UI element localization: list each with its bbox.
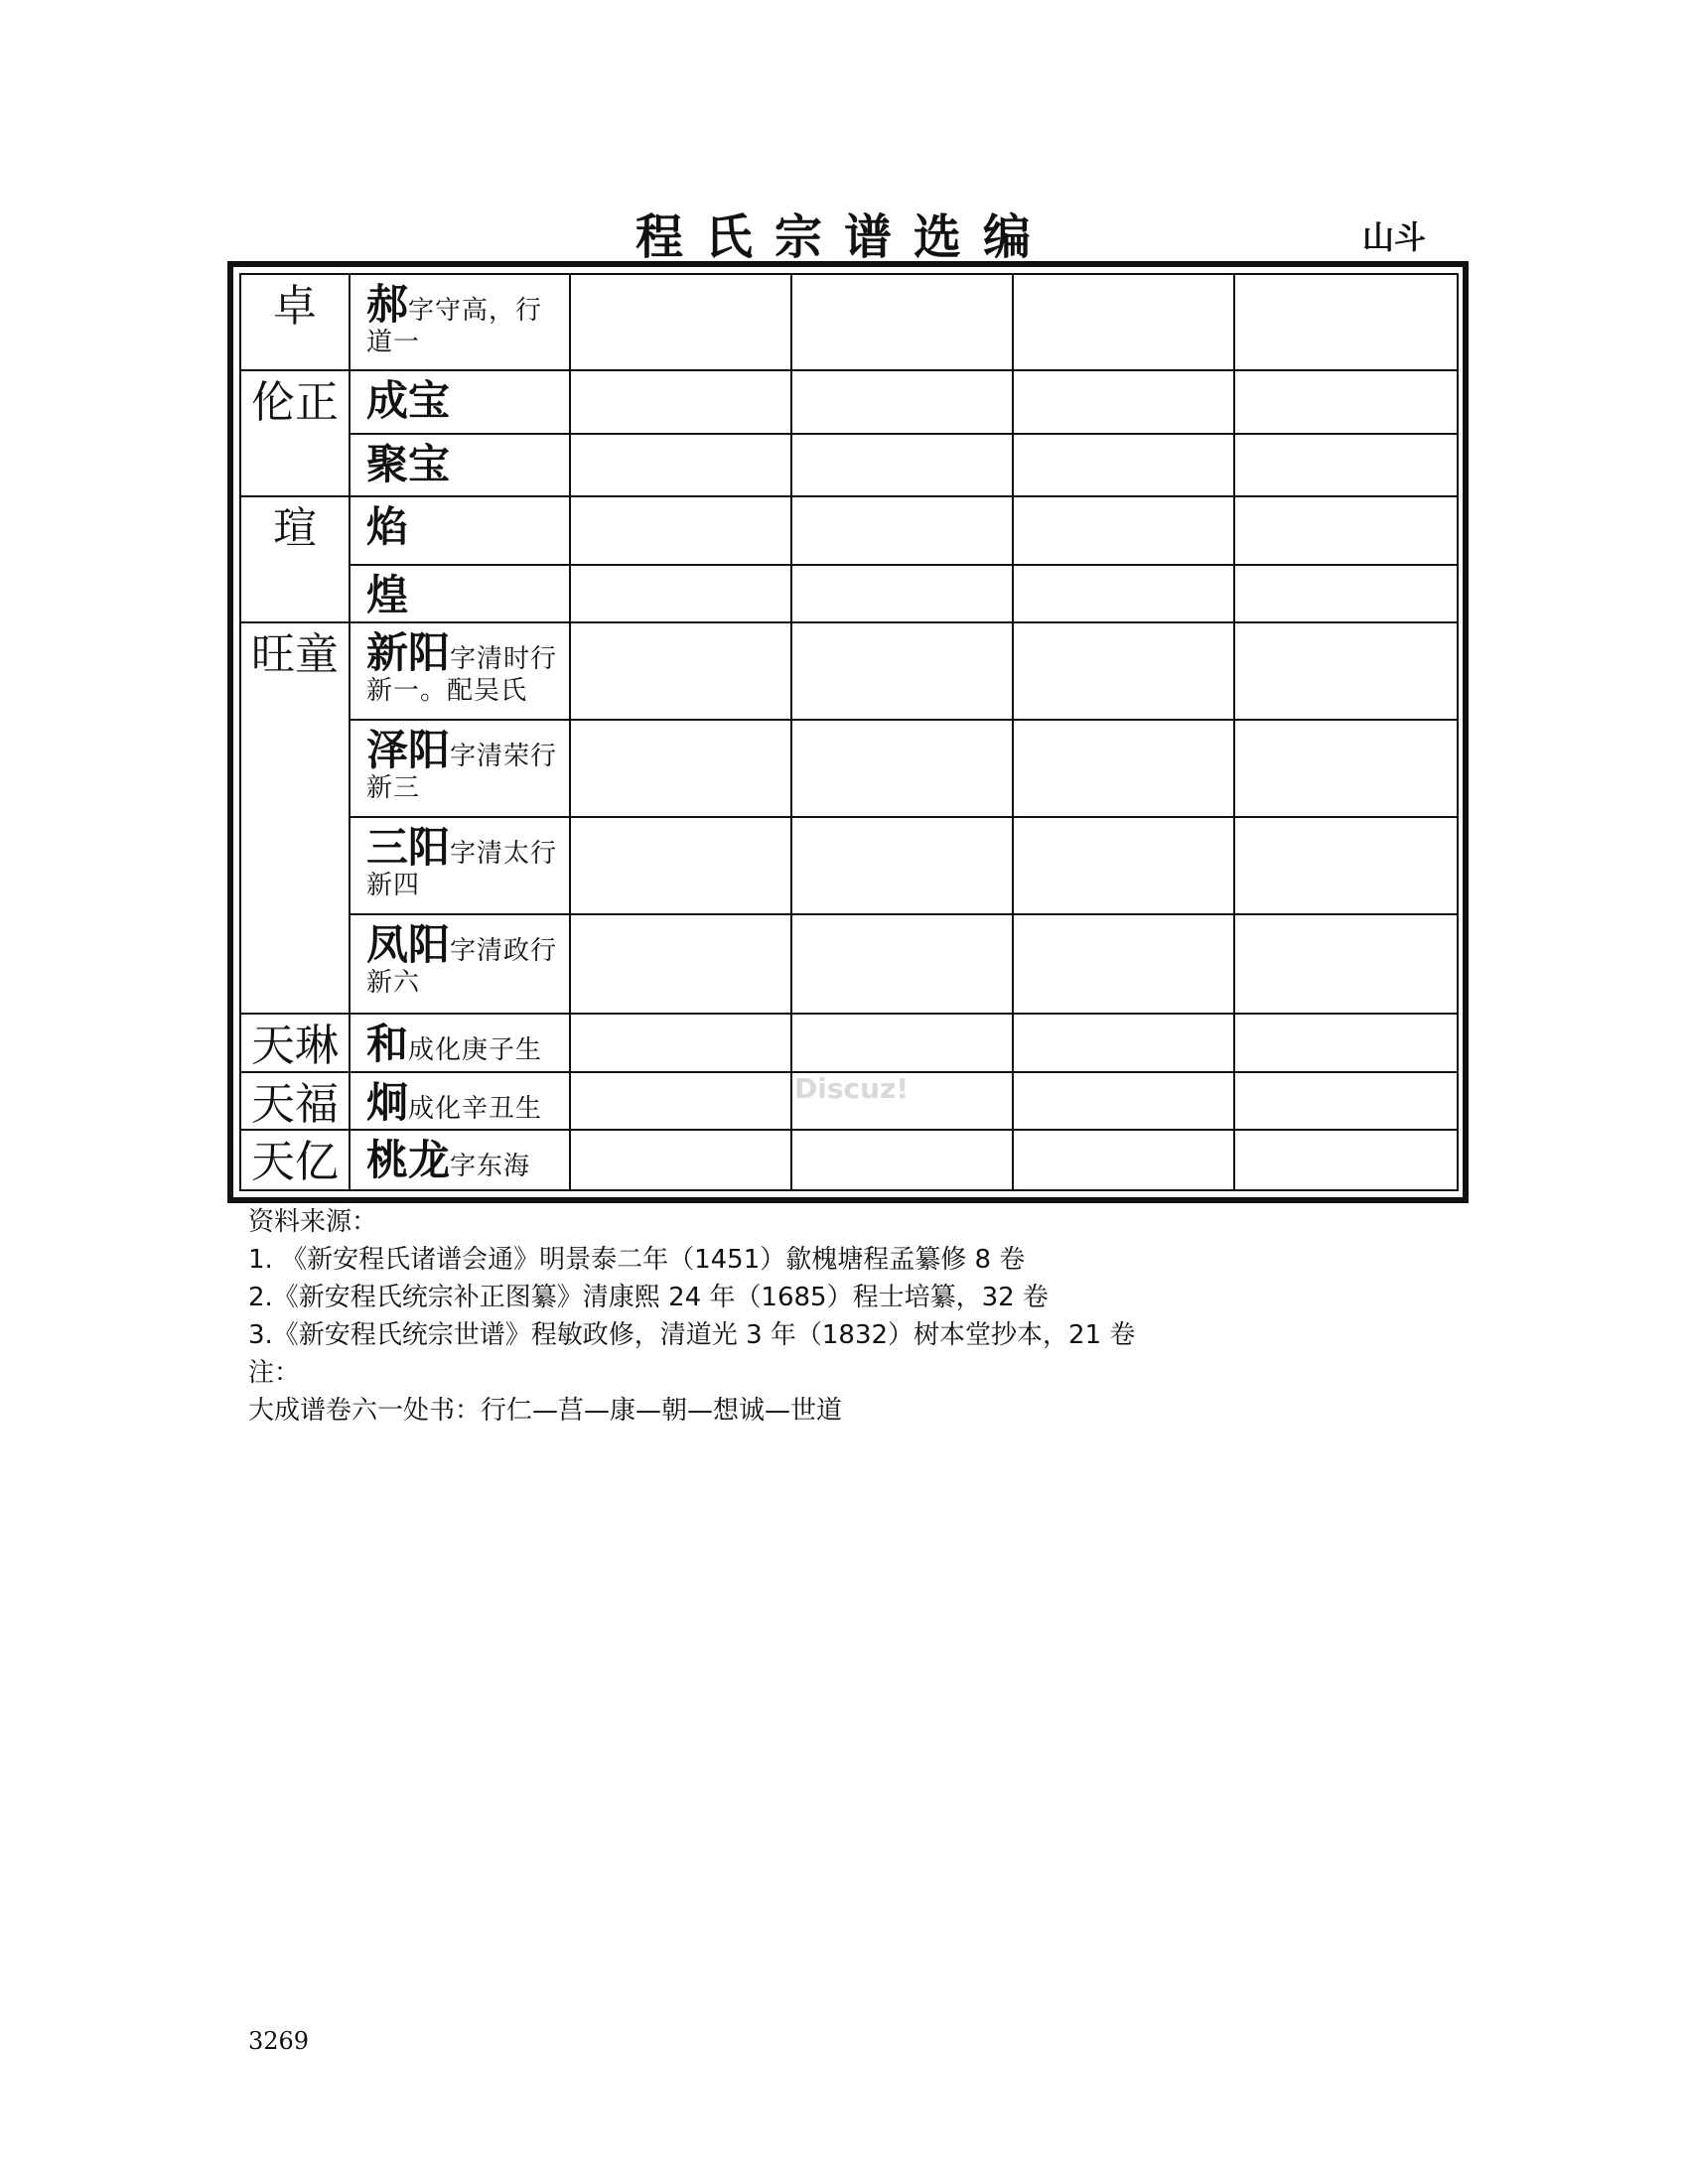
child-note: 成化庚子生 [408,1035,543,1066]
child-name: 炯 [366,1077,409,1127]
table-row [240,496,1458,565]
page-number: 3269 [248,2027,310,2055]
empty-cell [570,370,791,435]
empty-cell [791,370,1013,435]
empty-cell [791,496,1013,565]
empty-cell [570,565,791,623]
empty-cell [1234,720,1458,817]
empty-cell [1234,274,1458,370]
child-cell [350,274,570,370]
table-row [240,434,1458,496]
empty-cell [1013,720,1234,817]
source-item: 2.《新安程氏统宗补正图纂》清康熙 24 年（1685）程士培纂，32 卷 [248,1283,1049,1312]
empty-cell [791,1014,1013,1072]
father-name: 伦正 [240,370,350,496]
father-name: 旺童 [240,622,350,1014]
empty-cell [1013,1072,1234,1131]
child-cell [350,1130,570,1190]
empty-cell [791,1130,1013,1190]
child-name: 聚宝 [366,440,451,489]
child-name: 泽阳 [366,725,451,774]
empty-cell [570,817,791,914]
remark-text: 大成谱卷六一处书：行仁—莒—康—朝—想诚—世道 [248,1396,843,1426]
table-row [240,1130,1458,1190]
child-name: 凤阳 [366,919,451,969]
empty-cell [791,274,1013,370]
child-cell [350,496,570,565]
father-name: 天福 [240,1072,350,1131]
child-cell [350,720,570,817]
father-name: 瑄 [240,496,350,622]
child-note: 字清政行新六 [366,935,558,998]
child-note: 字守高，行道一 [366,296,543,358]
child-note: 字东海 [450,1152,531,1182]
empty-cell [791,720,1013,817]
child-cell [350,370,570,435]
empty-cell [1234,496,1458,565]
empty-cell [1234,1014,1458,1072]
child-note: 字清时行新一。配吴氏 [366,644,558,707]
empty-cell [791,817,1013,914]
source-item: 1. 《新安程氏诸谱会通》明景泰二年（1451）歙槐塘程孟纂修 8 卷 [248,1245,1026,1275]
empty-cell [1013,370,1234,435]
empty-cell [791,914,1013,1015]
page-title: 程氏宗谱选编 [634,209,1053,265]
empty-cell [1234,370,1458,435]
child-note: 成化辛丑生 [408,1093,543,1124]
genealogy-table [239,273,1459,1191]
empty-cell [1234,1072,1458,1131]
child-cell [350,1072,570,1131]
table-row [240,274,1458,370]
empty-cell [791,622,1013,720]
child-cell [350,1014,570,1072]
child-cell [350,622,570,720]
table-row [240,720,1458,817]
empty-cell [570,1130,791,1190]
empty-cell [1013,1130,1234,1190]
empty-cell [1013,496,1234,565]
empty-cell [570,914,791,1015]
child-name: 郝 [366,280,409,329]
table-row [240,565,1458,623]
source-item: 3.《新安程氏统宗世谱》程敏政修，清道光 3 年（1832）树本堂抄本，21 卷 [248,1320,1136,1350]
empty-cell [1013,914,1234,1015]
empty-cell [570,434,791,496]
empty-cell [1234,1130,1458,1190]
empty-cell [1234,914,1458,1015]
empty-cell [1234,434,1458,496]
empty-cell [1013,622,1234,720]
empty-cell [1013,1014,1234,1072]
father-name: 天琳 [240,1014,350,1072]
table-row [240,622,1458,720]
child-name: 焰 [366,501,409,551]
notes-section [248,1203,1135,1430]
empty-cell [570,1014,791,1072]
empty-cell [1234,622,1458,720]
child-cell [350,817,570,914]
empty-cell [791,565,1013,623]
empty-cell [570,622,791,720]
child-name: 成宝 [366,375,451,425]
empty-cell [570,1072,791,1131]
child-name: 煌 [366,570,409,619]
watermark: Discuz! [794,1072,910,1105]
father-name: 天亿 [240,1130,350,1190]
sources-label: 资料来源： [248,1207,378,1237]
child-note: 字清太行新四 [366,838,558,900]
empty-cell [1234,817,1458,914]
empty-cell [1234,565,1458,623]
table-row [240,370,1458,435]
child-cell [350,434,570,496]
child-name: 桃龙 [366,1136,451,1185]
table-row [240,817,1458,914]
child-name: 和 [366,1020,409,1069]
child-note: 字清荣行新三 [366,741,558,804]
father-name: 卓 [240,274,350,370]
child-cell [350,914,570,1015]
empty-cell [1013,817,1234,914]
empty-cell [570,496,791,565]
child-name: 三阳 [366,822,451,872]
empty-cell [1013,565,1234,623]
empty-cell [570,274,791,370]
empty-cell [1013,434,1234,496]
empty-cell [570,720,791,817]
child-cell [350,565,570,623]
table-row [240,914,1458,1015]
table-row [240,1014,1458,1072]
empty-cell [791,434,1013,496]
place-label: 山斗 [1362,218,1427,256]
remark-label: 注： [248,1358,301,1388]
empty-cell [1013,274,1234,370]
child-name: 新阳 [366,628,451,677]
